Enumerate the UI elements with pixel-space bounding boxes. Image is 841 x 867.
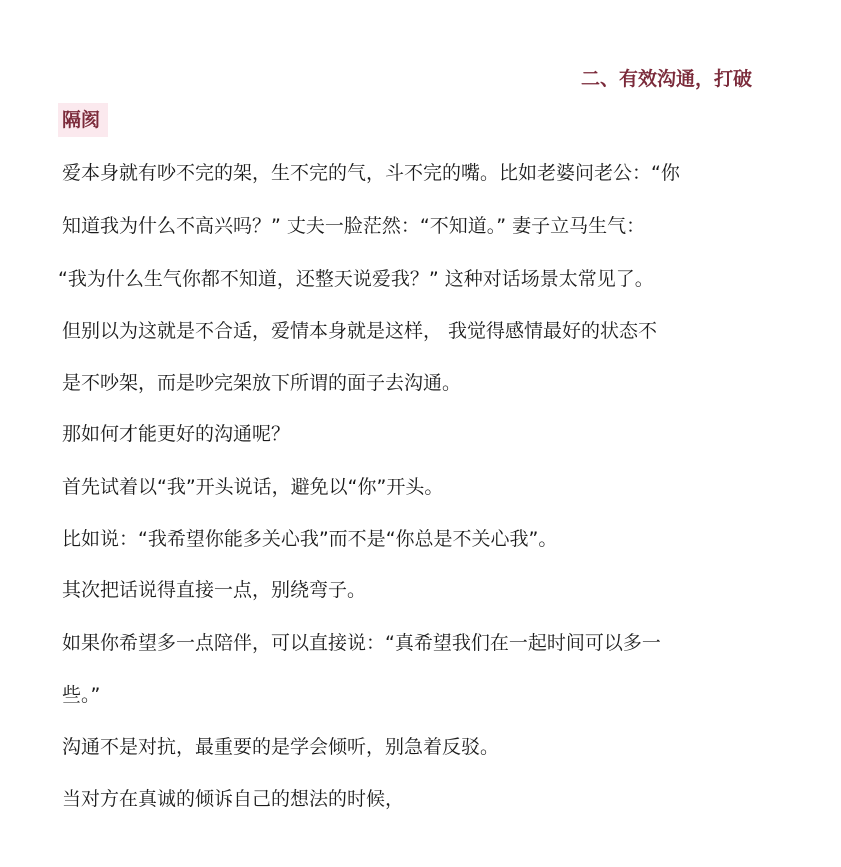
body-line-8: 比如说：“我希望你能多关心我”而不是“你总是不关心我”。 <box>62 528 558 550</box>
body-line-6: 那如何才能更好的沟通呢？ <box>62 423 291 445</box>
body-line-10: 如果你希望多一点陪伴，可以直接说：“真希望我们在一起时间可以多一 <box>62 632 661 654</box>
body-line-13: 当对方在真诚的倾诉自己的想法的时候， <box>62 788 405 810</box>
body-line-4: 但别以为这就是不合适，爱情本身就是这样， 我觉得感情最好的状态不 <box>62 320 658 342</box>
section-heading-part1: 二、有效沟通，打破 <box>580 68 752 90</box>
body-line-9: 其次把话说得直接一点，别绕弯子。 <box>62 579 367 601</box>
body-line-3: “我为什么生气你都不知道，还整天说爱我？” 这种对话场景太常见了。 <box>58 268 654 290</box>
section-heading-part2: 隔阂 <box>58 103 108 137</box>
body-line-11: 些。” <box>62 684 101 706</box>
body-line-12: 沟通不是对抗，最重要的是学会倾听，别急着反驳。 <box>62 736 500 758</box>
body-line-7: 首先试着以“我”开头说话，避免以“你”开头。 <box>62 476 444 498</box>
body-line-5: 是不吵架，而是吵完架放下所谓的面子去沟通。 <box>62 372 462 394</box>
body-line-2: 知道我为什么不高兴吗？” 丈夫一脸茫然：“不知道。” 妻子立马生气： <box>62 215 646 237</box>
body-line-1: 爱本身就有吵不完的架，生不完的气，斗不完的嘴。比如老婆问老公：“你 <box>62 162 680 184</box>
